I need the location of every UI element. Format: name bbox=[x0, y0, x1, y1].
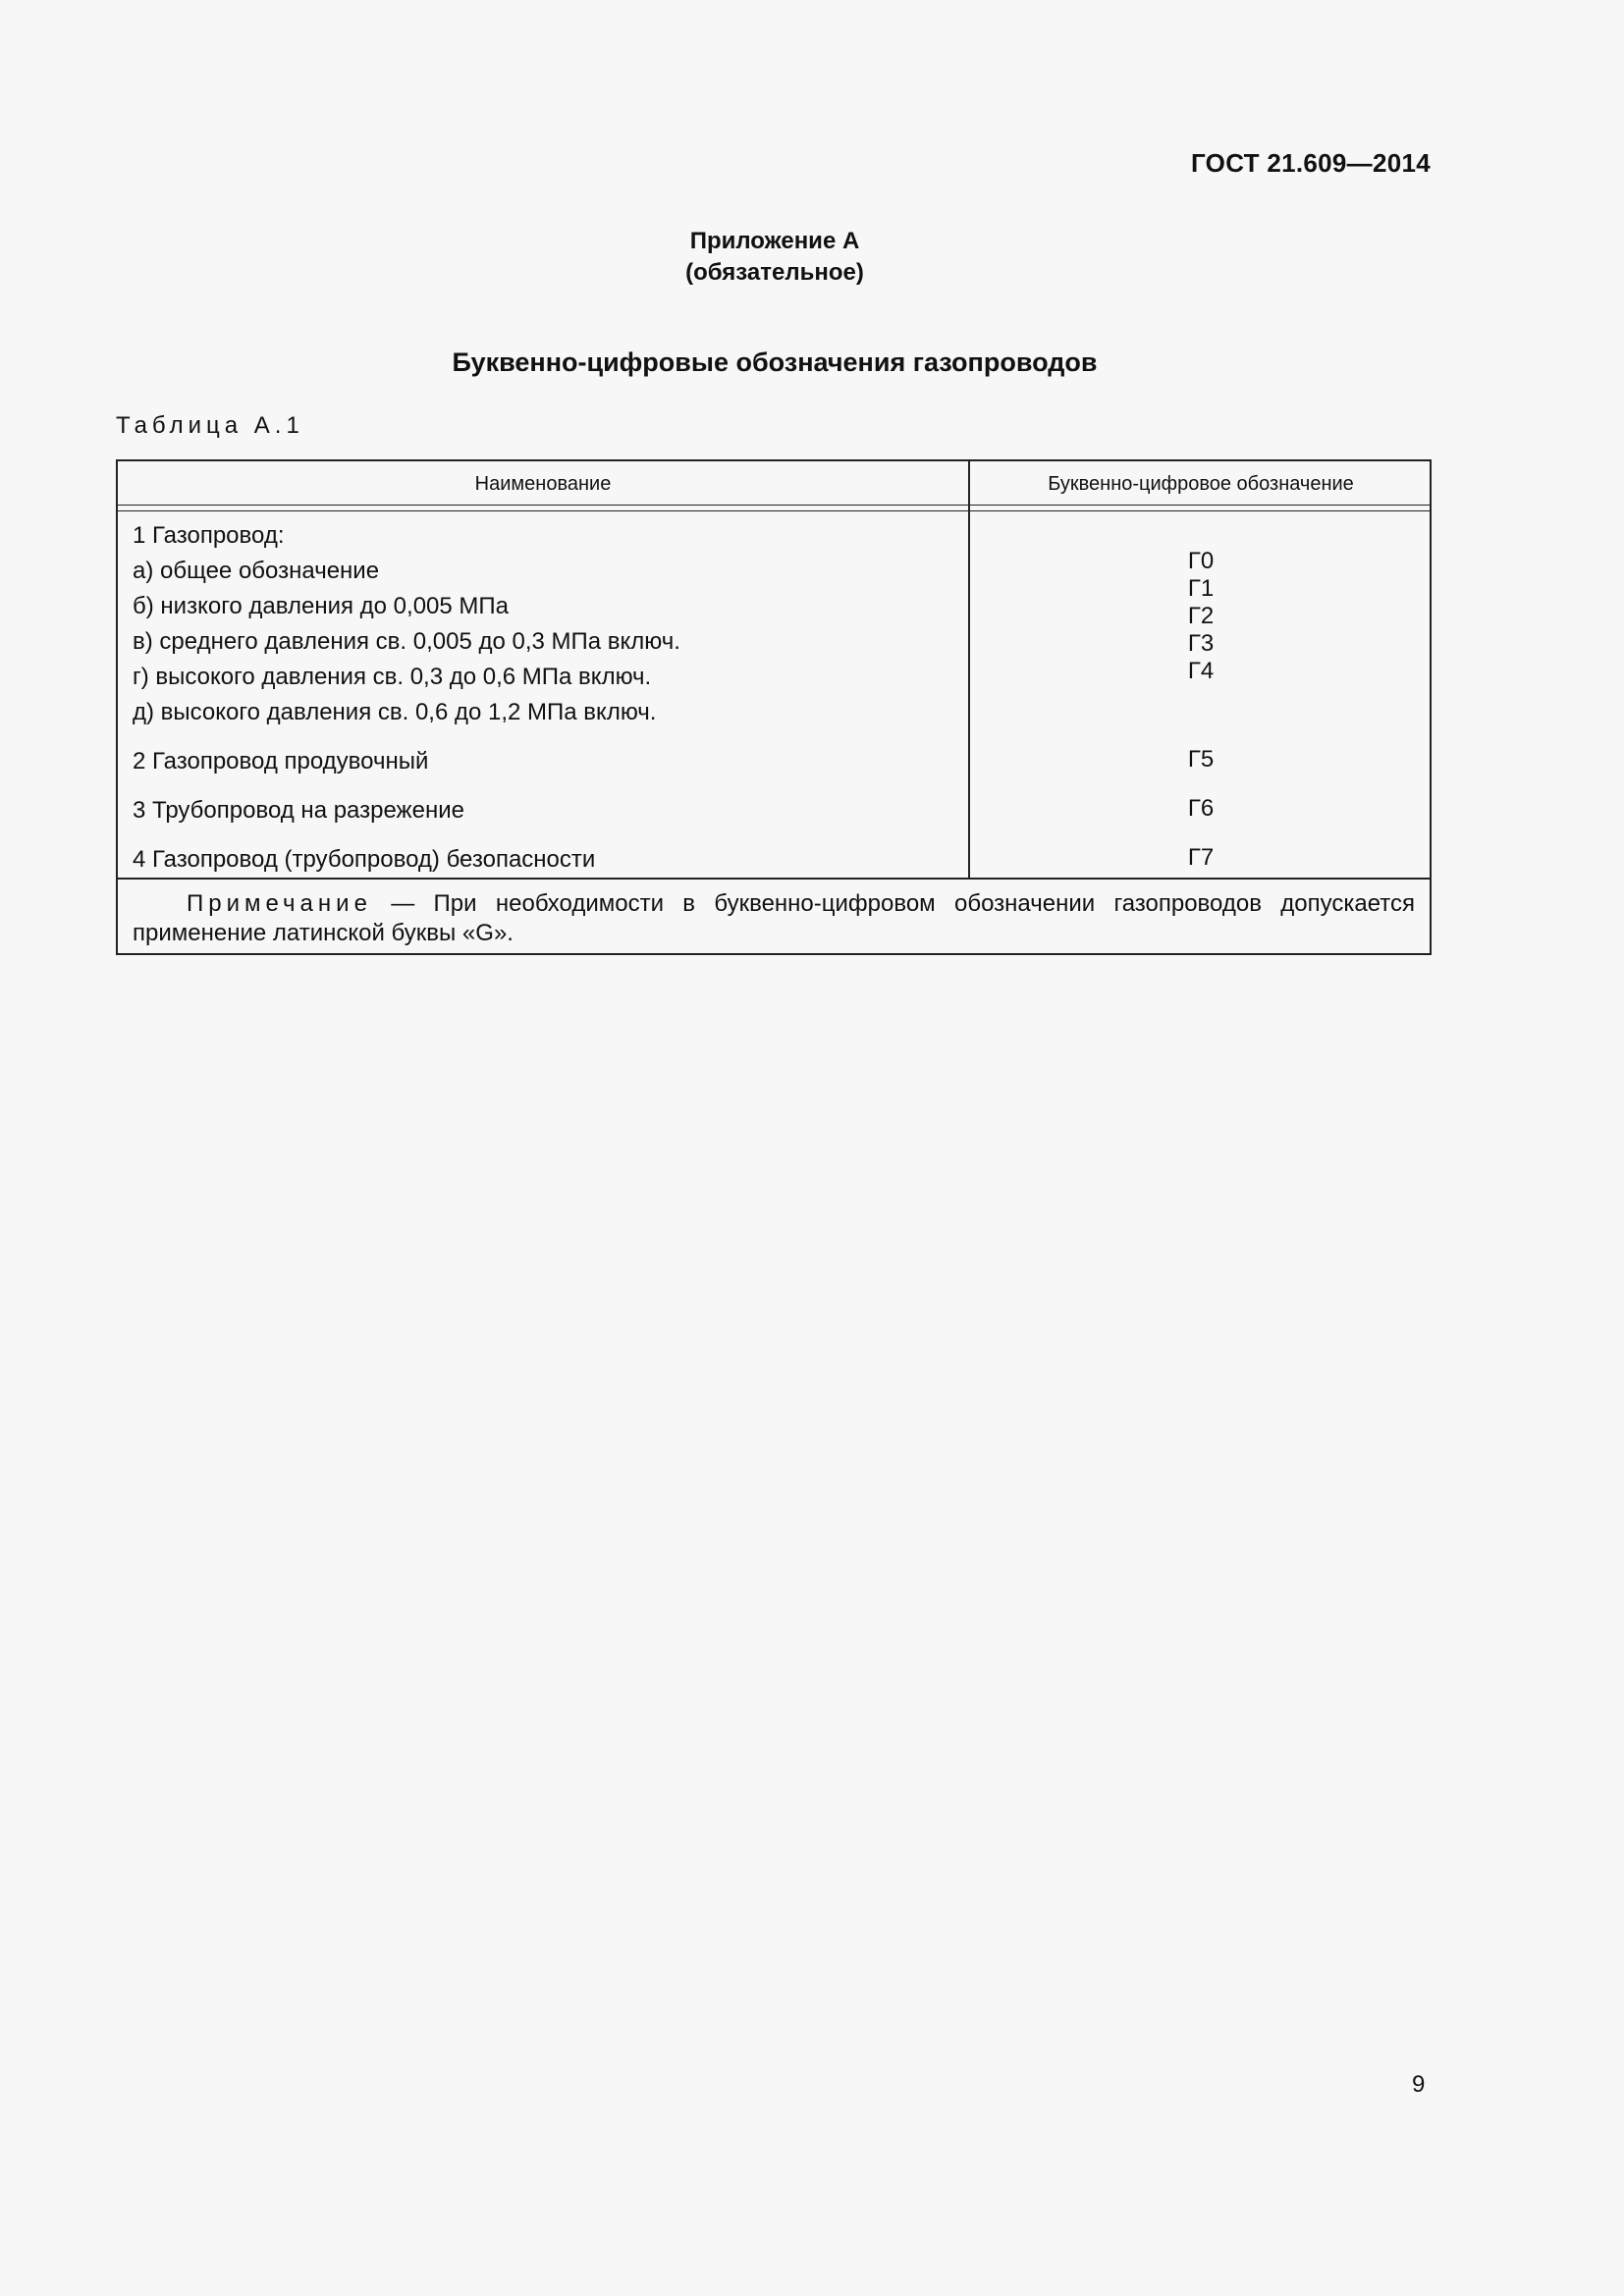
code-cell: Г7 bbox=[1187, 844, 1215, 871]
row-label: г) высокого давления св. 0,3 до 0,6 МПа включ. bbox=[133, 664, 652, 690]
row-label: 3 Трубопровод на разрежение bbox=[133, 797, 464, 824]
appendix-title: Приложение А bbox=[689, 228, 860, 254]
row-label: д) высокого давления св. 0,6 до 1,2 МПа включ. bbox=[133, 699, 657, 725]
designations-table bbox=[116, 459, 1432, 955]
page-number: 9 bbox=[1412, 2071, 1426, 2098]
code-cell: Г6 bbox=[1187, 795, 1215, 822]
code-cell: Г2 bbox=[1187, 603, 1215, 629]
row-label: 2 Газопровод продувочный bbox=[133, 748, 429, 774]
appendix-heading bbox=[0, 226, 1549, 289]
document-code: ГОСТ 21.609—2014 bbox=[1190, 148, 1431, 178]
table-note bbox=[133, 889, 1415, 948]
code-cell: Г3 bbox=[1187, 630, 1215, 657]
header-code: Буквенно-цифровое обозначение bbox=[1048, 473, 1354, 495]
row-label: а) общее обозначение bbox=[133, 558, 380, 584]
header-name: Наименование bbox=[474, 473, 612, 495]
section-title: Буквенно-цифровые обозначения газопроводов bbox=[452, 347, 1098, 377]
name-column bbox=[133, 518, 680, 878]
table-caption: Таблица А.1 bbox=[116, 412, 304, 439]
note-label: Примечание bbox=[187, 890, 372, 917]
header-divider bbox=[118, 505, 1430, 506]
row-label: б) низкого давления до 0,005 МПа bbox=[133, 593, 509, 619]
note-text: — При необходимости в буквенно-цифровом обозначении газопроводов допускается применение латинской буквы «G». bbox=[133, 890, 1415, 946]
row-label: 4 Газопровод (трубопровод) безопасности bbox=[133, 846, 596, 873]
code-cell: Г5 bbox=[1187, 746, 1215, 773]
row-label: 1 Газопровод: bbox=[133, 522, 285, 549]
note-divider bbox=[118, 878, 1430, 880]
code-cell: Г1 bbox=[1187, 575, 1215, 602]
code-cell: Г0 bbox=[1187, 548, 1215, 574]
header-divider-double bbox=[118, 510, 1430, 511]
code-cell: Г4 bbox=[1187, 658, 1215, 684]
row-label: в) среднего давления св. 0,005 до 0,3 МПа включ. bbox=[133, 628, 680, 655]
appendix-status: (обязательное) bbox=[685, 259, 864, 286]
